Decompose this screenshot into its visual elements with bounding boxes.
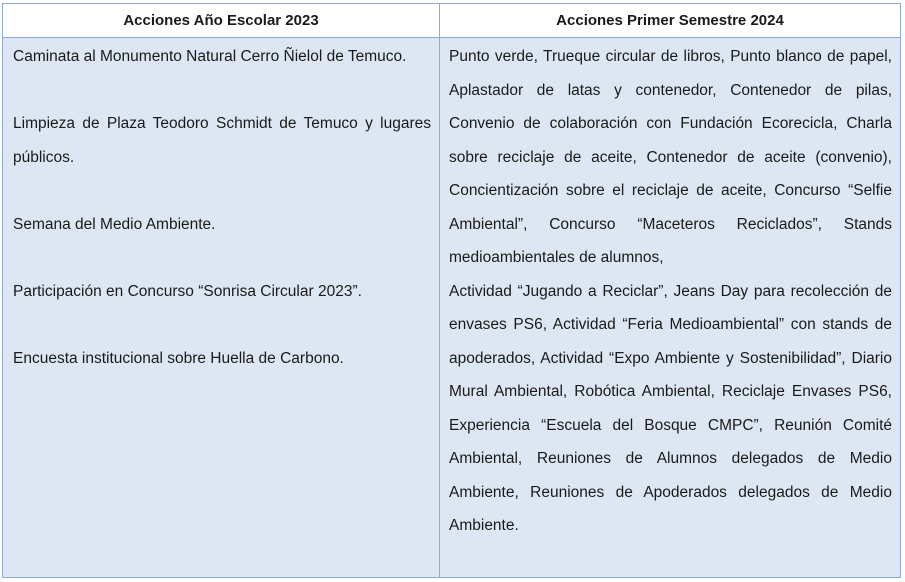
- list-item: Encuesta institucional sobre Huella de Carbono.: [13, 349, 344, 367]
- list-item: Participación en Concurso “Sonrisa Circular 2023”.: [13, 282, 362, 300]
- cell-2023-actions: [3, 38, 440, 577]
- header-2024: [440, 4, 900, 38]
- paragraph: Punto verde, Trueque circular de libros, Punto blanco de papel, Aplastador de latas y contenedor, Contenedor de pilas, Convenio de colaboración con Fundación Ecorecicla, Charla sobre reciclaje de aceite, Contenedor de aceite (convenio), Concientización sobre el reciclaje de aceite, Concurso “Selfie Ambiental”, Concurso “Maceteros Reciclados”, Stands medioambientales de alumnos,: [449, 48, 892, 266]
- actions-table: [2, 3, 901, 578]
- paragraph: Actividad “Jugando a Reciclar”, Jeans Day para recolección de envases PS6, Actividad “Feria Medioambiental” con stands de apoderados, Actividad “Expo Ambiente y Sostenibilidad”, Diario Mural Ambiental, Robótica Ambiental, Reciclaje Envases PS6, Experiencia “Escuela del Bosque CMPC”, Reunión Comité Ambiental, Reuniones de Alumnos delegados de Medio Ambiente, Reuniones de Apoderados delegados de Medio Ambiente.: [449, 282, 892, 534]
- list-item: Caminata al Monumento Natural Cerro Ñielol de Temuco.: [13, 48, 407, 65]
- header-2023-label: Acciones Año Escolar 2023: [123, 12, 319, 29]
- header-2024-label: Acciones Primer Semestre 2024: [556, 12, 784, 29]
- list-item: Semana del Medio Ambiente.: [13, 215, 216, 233]
- list-item: Limpieza de Plaza Teodoro Schmidt de Temuco y lugares públicos.: [13, 115, 431, 166]
- cell-2024-actions: [440, 38, 900, 577]
- header-2023: [3, 4, 440, 38]
